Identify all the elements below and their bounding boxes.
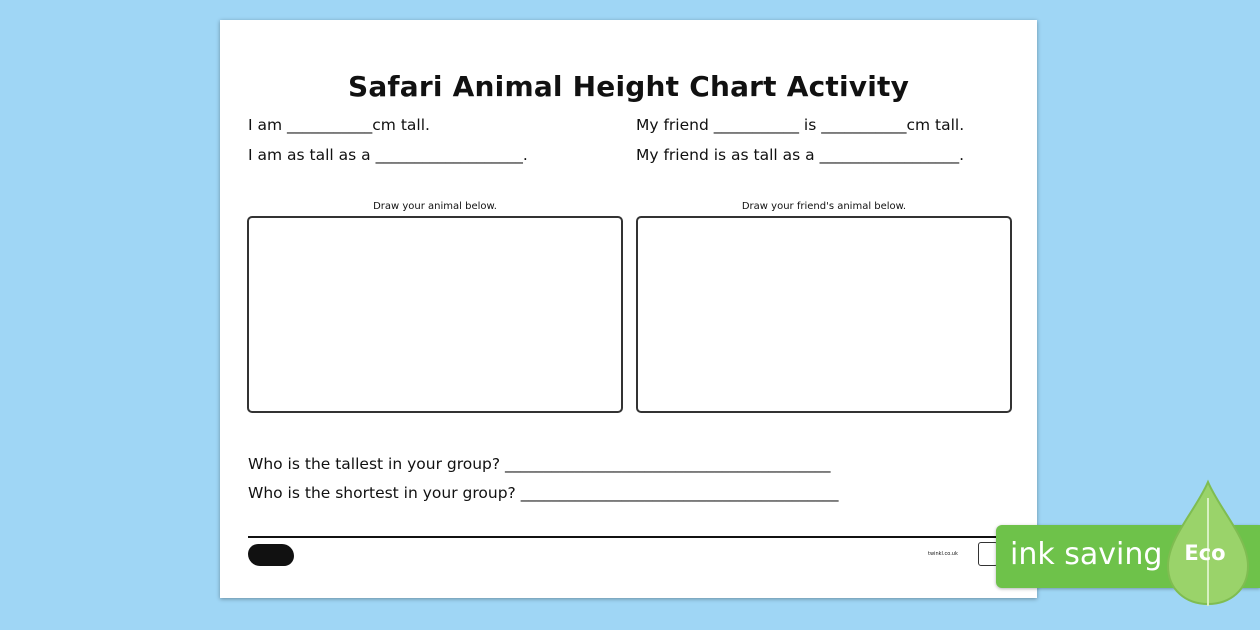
friend-animal-compare-line: My friend is as tall as a __________________.: [636, 146, 965, 164]
footer-divider: [248, 536, 1008, 538]
twinkl-logo: [248, 544, 294, 566]
draw-animal-box: [247, 216, 623, 413]
worksheet-page: [220, 20, 1037, 598]
animal-compare-line: I am as tall as a ___________________.: [248, 146, 528, 164]
page-title: Safari Animal Height Chart Activity: [347, 70, 910, 103]
book-icon: [978, 542, 998, 566]
draw-friend-animal-box: [636, 216, 1012, 413]
tallest-question: Who is the tallest in your group? __________________________________________: [248, 455, 831, 473]
friend-height-line: My friend ___________ is ___________cm tall.: [636, 116, 965, 134]
footer-url: twinkl.co.uk: [928, 551, 958, 557]
draw-animal-caption: Draw your animal below.: [373, 201, 497, 212]
ink-saving-label: ink saving: [1010, 537, 1163, 572]
height-line: I am ___________cm tall.: [248, 116, 430, 134]
shortest-question: Who is the shortest in your group? _________________________________________: [248, 484, 839, 502]
eco-label: Eco: [1184, 541, 1226, 565]
draw-friend-animal-caption: Draw your friend's animal below.: [741, 201, 907, 212]
